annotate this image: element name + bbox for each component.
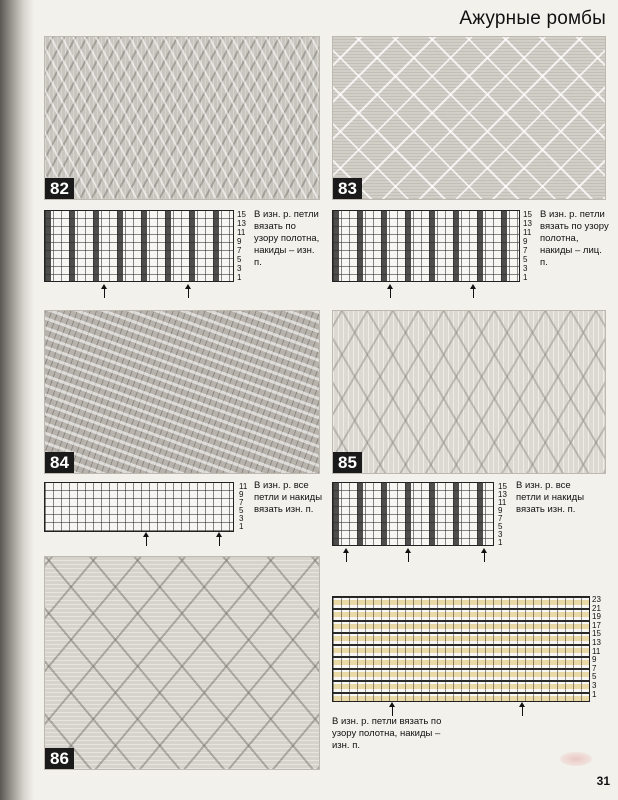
instruction-note-86: В изн. р. петли вязать по узору полотна, накиды – изн. п. — [332, 716, 442, 751]
pattern-number-badge: 83 — [333, 178, 362, 199]
pattern-number-badge: 84 — [45, 452, 74, 473]
swatch-photo-85 — [332, 310, 606, 474]
swatch-photo-82 — [44, 36, 320, 200]
row-numbers-86: 23 21 19 17 15 13 11 9 7 5 3 1 — [592, 595, 601, 699]
row-numbers-85: 15 13 11 9 7 5 3 1 — [498, 482, 507, 547]
swatch-photo-86 — [44, 556, 320, 770]
knitting-chart-82 — [44, 210, 234, 282]
book-binding-shadow — [0, 0, 34, 800]
knitting-chart-84 — [44, 482, 234, 532]
row-numbers-84: 11 9 7 5 3 1 — [239, 482, 248, 531]
paper-stain — [560, 752, 592, 766]
knitting-chart-86 — [332, 596, 590, 702]
swatch-photo-83 — [332, 36, 606, 200]
knitting-chart-85 — [332, 482, 494, 546]
instruction-note-84: В изн. р. все петли и накиды вязать изн. п. — [254, 480, 323, 515]
page-title: Ажурные ромбы — [459, 8, 606, 29]
instruction-note-85: В изн. р. все петли и накиды вязать изн. п. — [516, 480, 585, 515]
pattern-number-badge: 86 — [45, 748, 74, 769]
row-numbers-83: 15 13 11 9 7 5 3 1 — [523, 210, 532, 282]
swatch-photo-84 — [44, 310, 320, 474]
instruction-note-83: В изн. р. петли вязать по узору полотна, накиды – лиц. п. — [540, 209, 609, 268]
pattern-number-badge: 85 — [333, 452, 362, 473]
instruction-note-82: В изн. р. петли вязать по узору полотна, накиды – изн. п. — [254, 209, 320, 268]
row-numbers-82: 15 13 11 9 7 5 3 1 — [237, 210, 246, 282]
page-number: 31 — [596, 774, 610, 788]
pattern-number-badge: 82 — [45, 178, 74, 199]
knitting-chart-83 — [332, 210, 520, 282]
